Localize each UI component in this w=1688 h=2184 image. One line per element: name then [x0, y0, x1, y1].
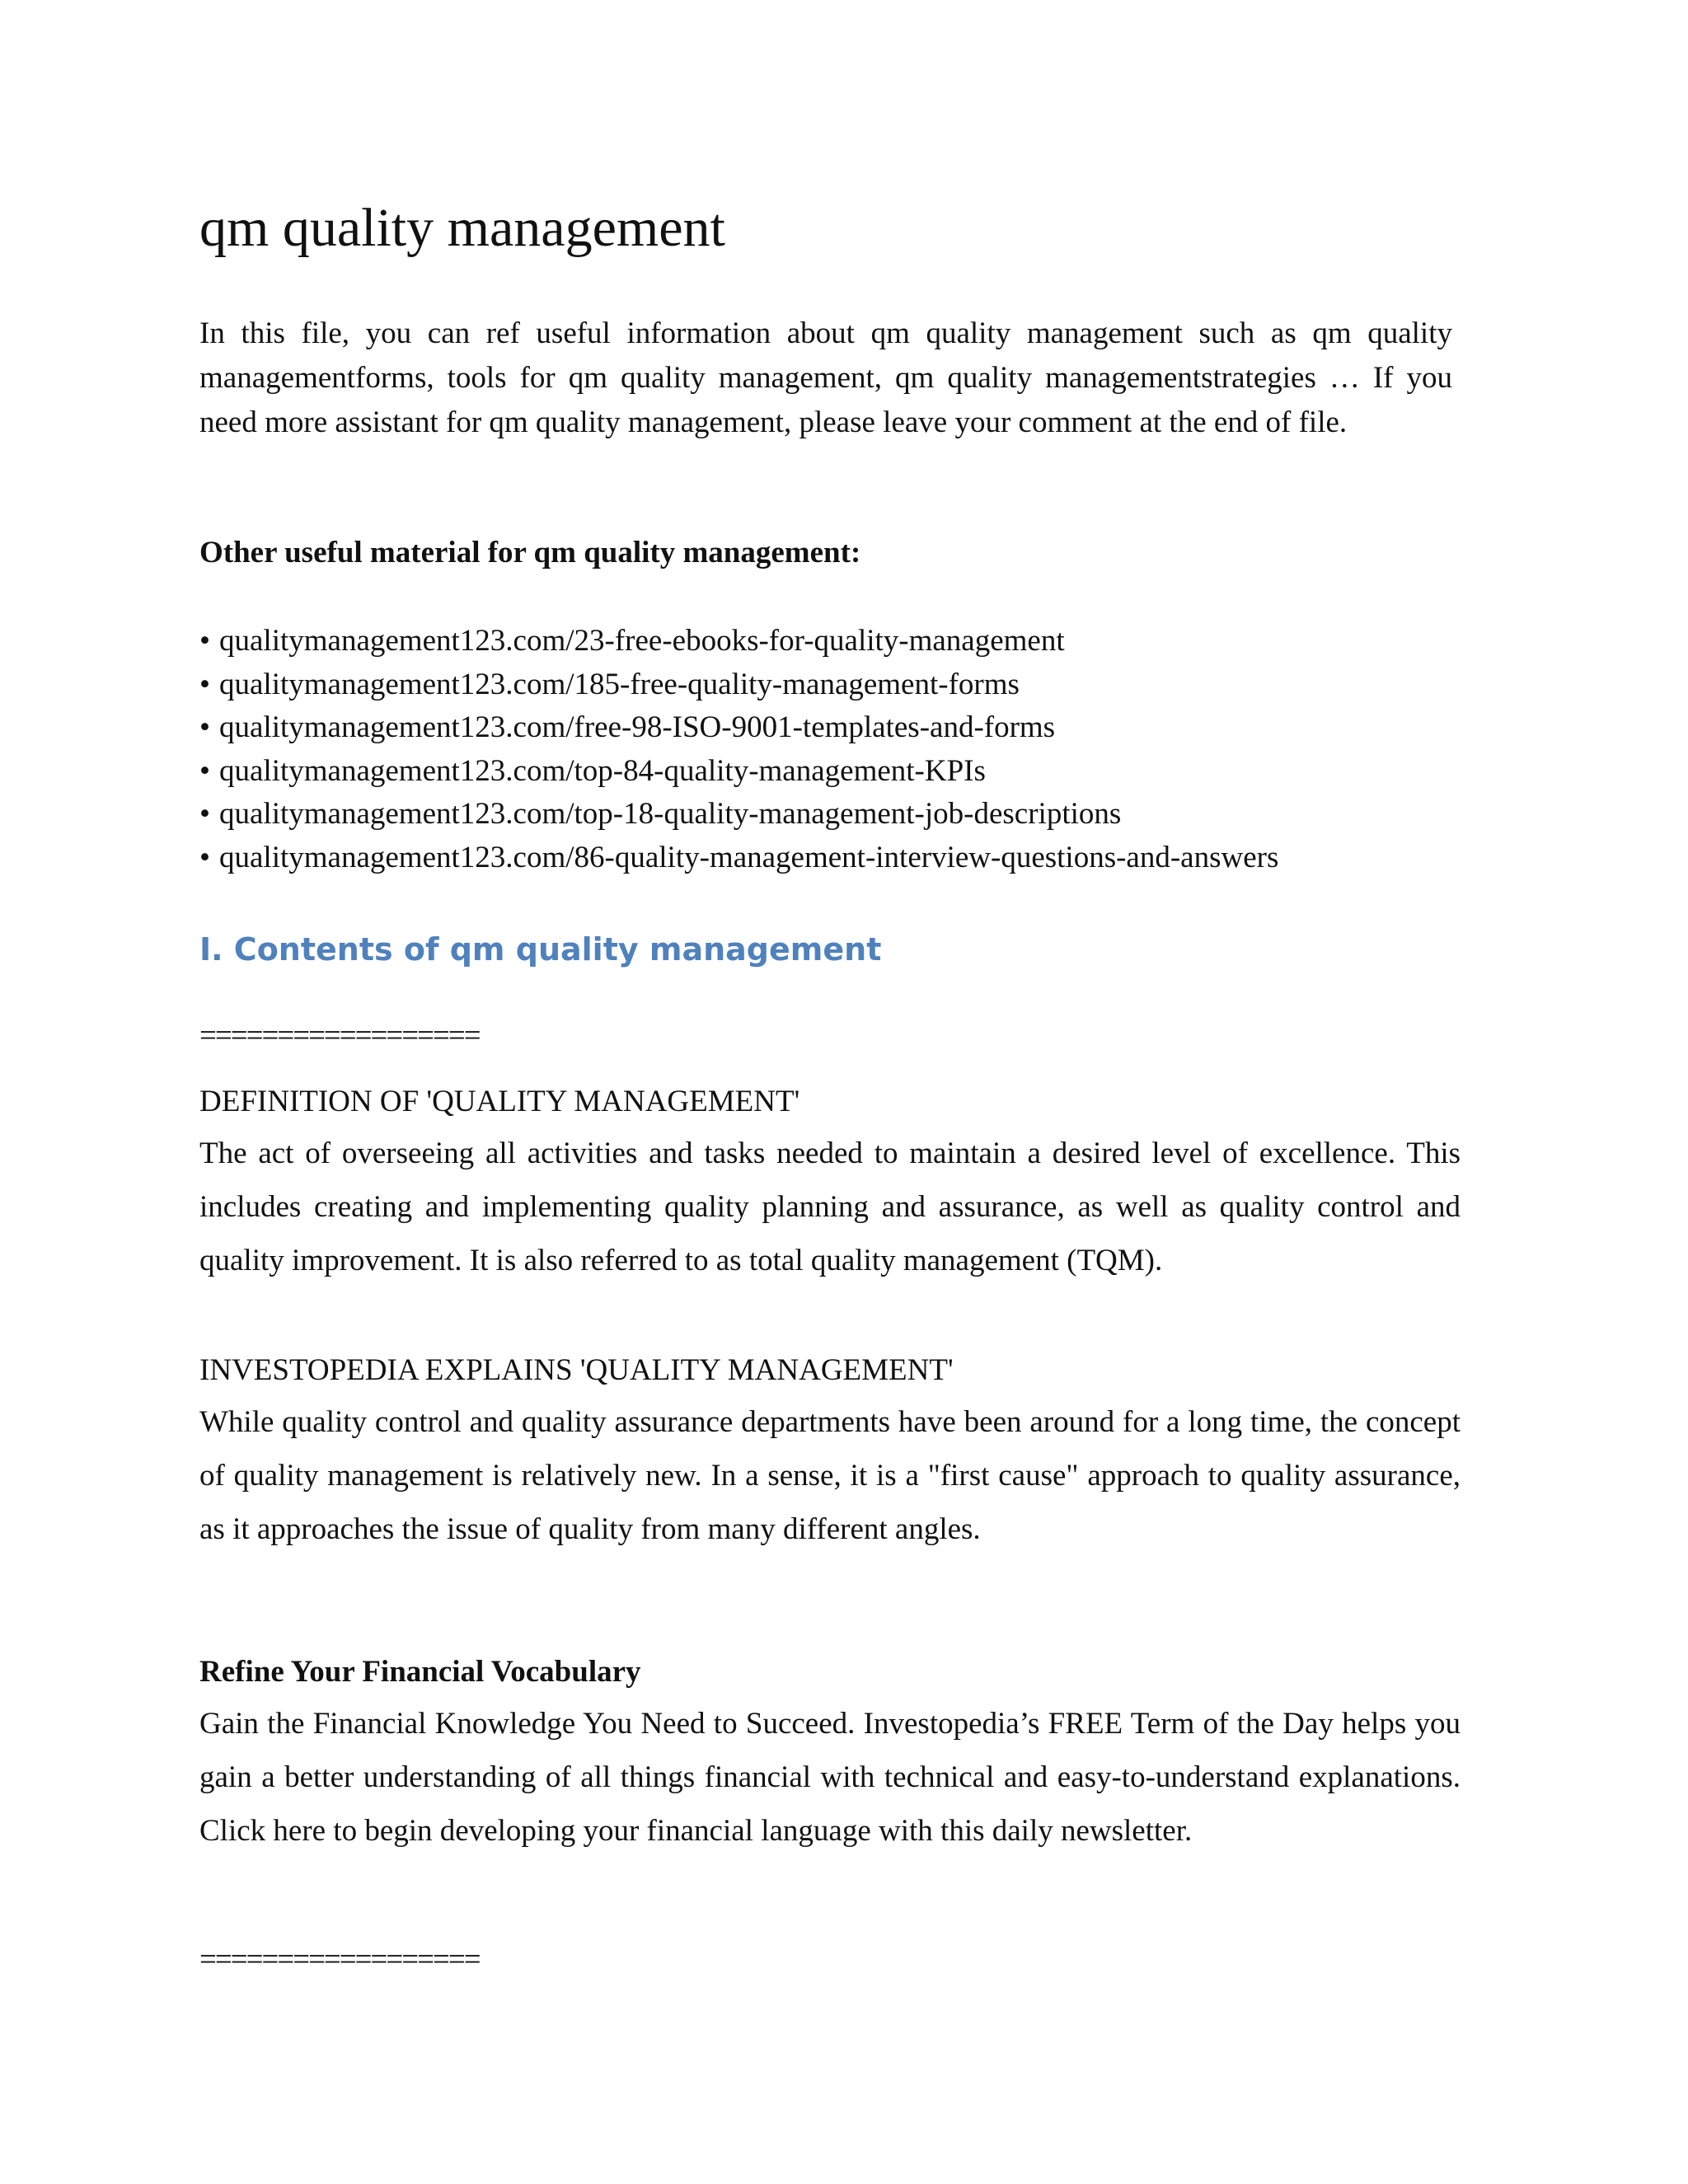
bullet-icon: •	[199, 753, 210, 788]
resource-link-item[interactable]	[199, 793, 1278, 837]
resource-link-text[interactable]: qualitymanagement123.com/free-98-ISO-9001-templates-and-forms	[219, 710, 1056, 744]
resource-link-text[interactable]: qualitymanagement123.com/185-free-quality-management-forms	[219, 667, 1020, 701]
investopedia-body: While quality control and quality assurance departments have been around for a long time, the concept of quality management is relatively new. In a sense, it is a "first cause" approach to quality assurance, as it approaches the issue of quality from many different angles.	[199, 1405, 1461, 1546]
definition-body: The act of overseeing all activities and tasks needed to maintain a desired level of excellence. This includes creating and implementing quality planning and assurance, as well as quality control and quality improvement. It is also referred to as total quality management (TQM).	[199, 1137, 1461, 1277]
contents-section-heading: I. Contents of qm quality management	[199, 931, 882, 968]
resource-link-item[interactable]	[199, 663, 1278, 707]
resource-link-text[interactable]: qualitymanagement123.com/86-quality-management-interview-questions-and-answers	[219, 840, 1279, 874]
resource-link-text[interactable]: qualitymanagement123.com/top-84-quality-management-KPIs	[219, 753, 986, 788]
divider-bottom: ==================	[199, 1943, 480, 1976]
bullet-icon: •	[199, 624, 210, 658]
resource-link-list	[199, 620, 1278, 879]
resource-link-item[interactable]	[199, 620, 1278, 663]
resource-link-text[interactable]: qualitymanagement123.com/23-free-ebooks-for-quality-management	[219, 624, 1065, 658]
divider-top: ==================	[199, 1019, 480, 1052]
resource-link-item[interactable]	[199, 706, 1278, 750]
bullet-icon: •	[199, 710, 210, 744]
intro-paragraph: In this file, you can ref useful information about qm quality management such as qm quality managementforms, tools for qm quality management, qm quality managementstrategies … If you need more assistant for qm quality management, please leave your comment at the end of file.	[199, 316, 1452, 439]
resource-link-text[interactable]: qualitymanagement123.com/top-18-quality-management-job-descriptions	[219, 797, 1122, 831]
resource-link-item[interactable]	[199, 750, 1278, 794]
other-material-heading: Other useful material for qm quality management:	[199, 536, 861, 569]
definition-title: DEFINITION OF 'QUALITY MANAGEMENT'	[199, 1085, 800, 1118]
refine-vocabulary-body: Gain the Financial Knowledge You Need to Succeed. Investopedia’s FREE Term of the Day helps you gain a better understanding of all things financial with technical and easy-to-understand explanations. Click here to begin developing your financial language with this daily newsletter.	[199, 1707, 1461, 1848]
resource-link-item[interactable]	[199, 837, 1278, 880]
bullet-icon: •	[199, 667, 210, 701]
bullet-icon: •	[199, 840, 210, 874]
document-title: qm quality management	[199, 198, 725, 258]
refine-vocabulary-title: Refine Your Financial Vocabulary	[199, 1655, 641, 1689]
investopedia-title: INVESTOPEDIA EXPLAINS 'QUALITY MANAGEMENT'	[199, 1353, 954, 1387]
bullet-icon: •	[199, 797, 210, 831]
